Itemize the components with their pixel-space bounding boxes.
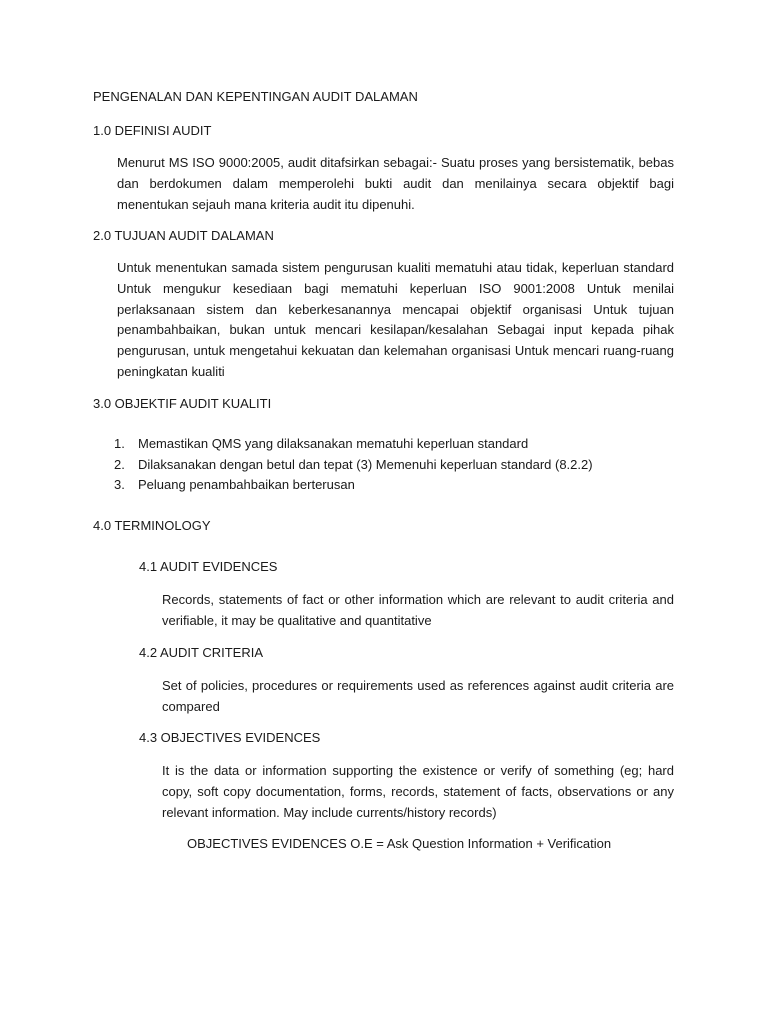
list-item	[114, 455, 674, 476]
document-title: PENGENALAN DAN KEPENTINGAN AUDIT DALAMAN	[93, 89, 418, 104]
subsection-body-audit-evidences: Records, statements of fact or other information which are relevant to audit criteria and verifiable, it may be qualitative and quantitative	[162, 592, 674, 628]
section-body-definisi-audit: Menurut MS ISO 9000:2005, audit ditafsirkan sebagai:- Suatu proses yang bersistematik, bebas dan berdokumen dalam memperolehi bukti audit dan menilainya secara objektif bagi menentukan sejauh mana kriteria audit itu dipenuhi.	[117, 155, 674, 212]
list-item-text: Dilaksanakan dengan betul dan tepat (3) Memenuhi keperluan standard (8.2.2)	[138, 456, 593, 472]
section-heading-objektif-audit: 3.0 OBJEKTIF AUDIT KUALITI	[93, 396, 272, 411]
subsection-heading-objectives-evidences: 4.3 OBJECTIVES EVIDENCES	[139, 730, 321, 745]
subsection-heading-audit-criteria: 4.2 AUDIT CRITERIA	[139, 645, 264, 660]
section-heading-terminology: 4.0 TERMINOLOGY	[93, 518, 211, 533]
objectives-evidences-formula: OBJECTIVES EVIDENCES O.E = Ask Question Information + Verification	[187, 836, 612, 851]
subsection-body-objectives-evidences: It is the data or information supporting the existence or verify of something (eg; hard copy, soft copy documentation, forms, records, statement of facts, observations or any relevant information. May include currents/history records)	[162, 763, 674, 820]
list-item	[114, 475, 674, 496]
subsection-body-audit-criteria: Set of policies, procedures or requirements used as references against audit criteria are compared	[162, 678, 674, 714]
list-item-number: 3.	[114, 477, 125, 492]
list-item-text: Peluang penambahbaikan berterusan	[138, 477, 355, 492]
list-item-number: 2.	[114, 456, 125, 472]
objektif-list	[114, 434, 674, 496]
section-body-tujuan-audit: Untuk menentukan samada sistem pengurusan kualiti mematuhi atau tidak, keperluan standard Untuk mengukur kesediaan bagi mematuhi keperluan ISO 9001:2008 Untuk menilai perlaksanaan sistem dan keberkesanannya mencapai objektif organisasi Untuk tujuan penambahbaikan, bukan untuk mencari kesilapan/kesalahan Sebagai input kepada pihak pengurusan, untuk mengetahui kekuatan dan kelemahan organisasi Untuk mencari ruang-ruang peningkatan kualiti	[117, 260, 674, 379]
subsection-heading-audit-evidences: 4.1 AUDIT EVIDENCES	[139, 559, 278, 574]
section-heading-definisi-audit: 1.0 DEFINISI AUDIT	[93, 123, 212, 138]
list-item-text: Memastikan QMS yang dilaksanakan mematuhi keperluan standard	[138, 436, 529, 451]
list-item-number: 1.	[114, 436, 125, 451]
list-item	[114, 434, 674, 455]
section-heading-tujuan-audit: 2.0 TUJUAN AUDIT DALAMAN	[93, 228, 274, 243]
